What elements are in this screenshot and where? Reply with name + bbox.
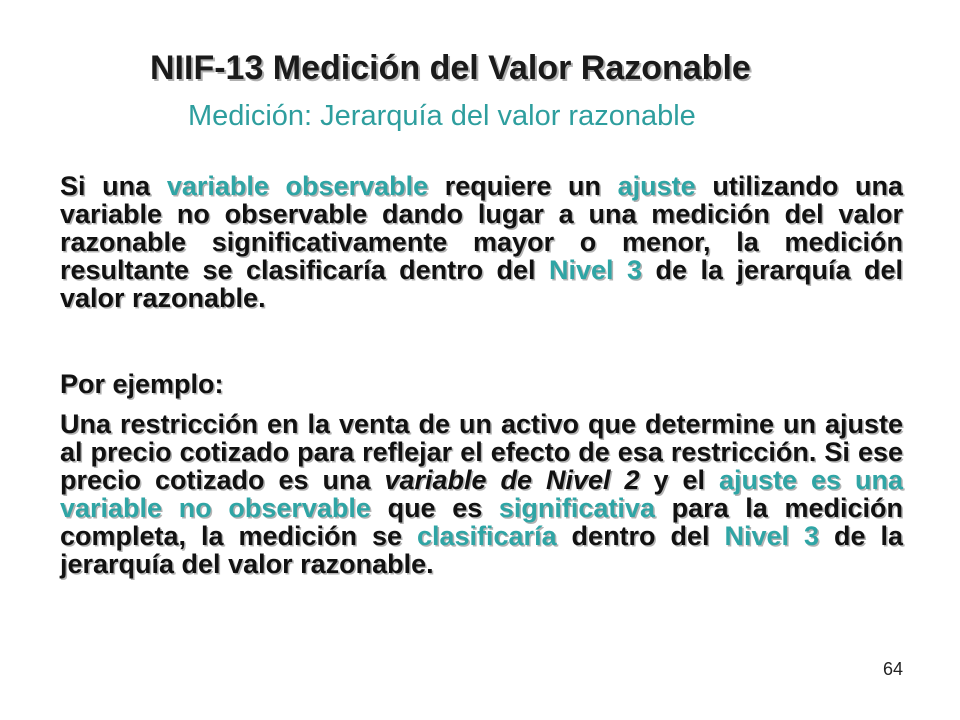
- paragraph-example: [60, 410, 903, 578]
- highlight-nivel-3: Nivel 3: [724, 521, 820, 551]
- text-segment: Si una: [60, 171, 167, 201]
- text-segment: para la medición completa, la medición se: [60, 493, 903, 551]
- text-segment: y el: [639, 465, 719, 495]
- text-segment: que es: [370, 493, 499, 523]
- italic-variable-nivel-2: variable de Nivel 2: [384, 465, 640, 495]
- paragraph-level3-rule: [60, 172, 903, 312]
- highlight-ajuste-no-observable: ajuste es una variable no observable: [60, 465, 903, 523]
- highlight-significativa: significativa: [498, 493, 655, 523]
- example-label: Por ejemplo:: [60, 369, 224, 399]
- highlight-variable-observable: variable observable: [166, 171, 429, 201]
- text-segment: Una restricción en la venta de un activo que determine un ajuste al precio cotizado para reflejar el efecto de esa restricción. Si ese precio cotizado es una: [60, 409, 903, 495]
- text-segment: de la jerarquía del valor razonable.: [60, 521, 903, 579]
- text-segment: requiere un: [428, 171, 618, 201]
- page-number: 64: [882, 659, 903, 679]
- highlight-nivel-3: Nivel 3: [549, 255, 643, 285]
- slide-subtitle: Medición: Jerarquía del valor razonable: [188, 100, 696, 132]
- text-segment: de la jerarquía del valor razonable.: [60, 255, 904, 313]
- slide-title: NIIF-13 Medición del Valor Razonable: [150, 49, 751, 87]
- highlight-ajuste: ajuste: [617, 171, 696, 201]
- text-segment: dentro del: [556, 521, 725, 551]
- text-segment: utilizando una variable no observable dando lugar a una medición del valor razonable significativamente mayor o menor, la medición resultante se clasificaría dentro del: [60, 171, 903, 285]
- highlight-clasificaria: clasificaría: [416, 521, 557, 551]
